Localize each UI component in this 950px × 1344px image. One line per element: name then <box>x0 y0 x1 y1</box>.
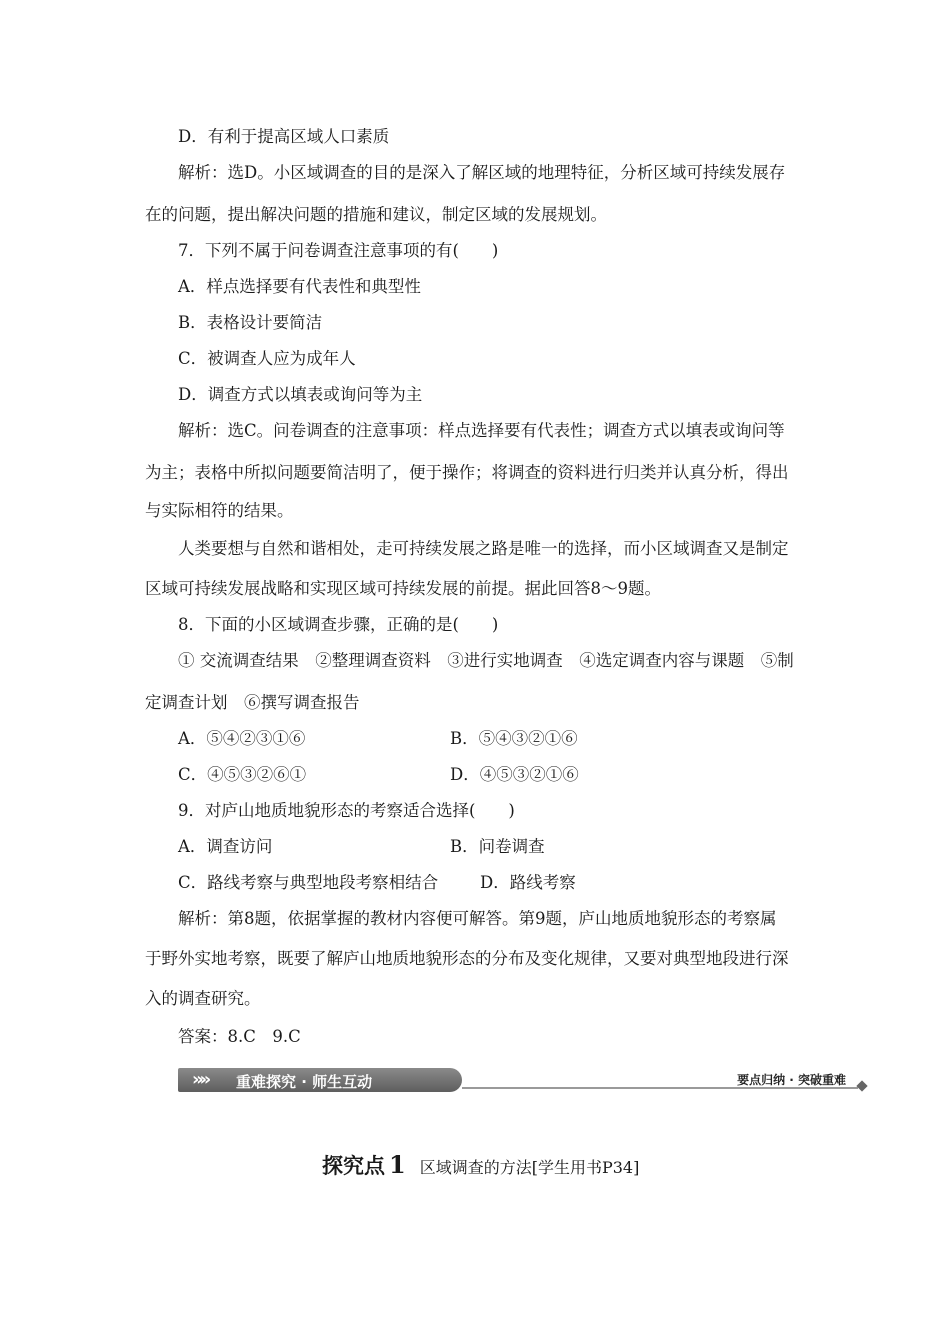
steps-line2: 定调查计划 ⑥撰写调查报告 <box>145 693 360 712</box>
analysis-q6-line1: 解析：选D。小区域调查的目的是深入了解区域的地理特征，分析区域可持续发展存 <box>178 163 786 182</box>
diamond-icon <box>856 1080 867 1091</box>
analysis-q7-line2: 为主；表格中所拟问题要简洁明了，便于操作；将调查的资料进行归类并认真分析，得出 <box>145 463 789 482</box>
heading-subtitle: 区域调查的方法[学生用书P34] <box>419 1158 640 1177</box>
heading-main: 探究点 <box>322 1154 385 1178</box>
analysis-q6-line2: 在的问题，提出解决问题的措施和建议，制定区域的发展规划。 <box>145 205 607 224</box>
analysis-q8-9-line3: 入的调查研究。 <box>145 989 261 1008</box>
option-b-q8: B．⑤④③②①⑥ <box>450 729 578 748</box>
steps-line1: ① 交流调查结果 ②整理调查资料 ③进行实地调查 ④选定调查内容与课题 ⑤制 <box>178 651 794 670</box>
analysis-q8-9-line1: 解析：第8题，依据掌握的教材内容便可解答。第9题，庐山地质地貌形态的考察属 <box>178 909 777 928</box>
heading-number: 1 <box>389 1150 406 1179</box>
option-d-q6: D．有利于提高区域人口素质 <box>178 127 390 146</box>
option-b-q9: B．问卷调查 <box>450 837 545 856</box>
passage-line1: 人类要想与自然和谐相处，走可持续发展之路是唯一的选择，而小区域调查又是制定 <box>178 539 789 558</box>
banner-bar <box>178 1068 462 1092</box>
option-d-q8: D．④⑤③②①⑥ <box>450 765 579 784</box>
option-b-q7: B．表格设计要简洁 <box>178 313 323 332</box>
option-d-q7: D．调查方式以填表或询问等为主 <box>178 385 423 404</box>
analysis-q7-line1: 解析：选C。问卷调查的注意事项：样点选择要有代表性；调查方式以填表或询问等 <box>178 421 785 440</box>
analysis-q7-line3: 与实际相符的结果。 <box>145 501 294 520</box>
option-c-q9: C．路线考察与典型地段考察相结合 <box>178 873 439 892</box>
option-a-q7: A．样点选择要有代表性和典型性 <box>178 277 421 296</box>
analysis-q8-9-line2: 于野外实地考察，既要了解庐山地质地貌形态的分布及变化规律，又要对典型地段进行深 <box>145 949 789 968</box>
question-9: 9．对庐山地质地貌形态的考察适合选择( ) <box>178 801 515 820</box>
banner-right-label: 要点归纳 · 突破重难 <box>737 1073 846 1087</box>
passage-line2: 区域可持续发展战略和实现区域可持续发展的前提。据此回答8～9题。 <box>145 579 661 598</box>
section-banner <box>178 1065 868 1095</box>
question-8: 8．下面的小区域调查步骤，正确的是( ) <box>178 615 499 634</box>
option-c-q7: C．被调查人应为成年人 <box>178 349 356 368</box>
answer-line: 答案：8.C 9.C <box>178 1027 301 1046</box>
option-a-q9: A．调查访问 <box>178 837 273 856</box>
section-heading <box>322 1150 639 1180</box>
double-chevron-icon: »» <box>192 1069 208 1090</box>
option-a-q8: A．⑤④②③①⑥ <box>178 729 306 748</box>
banner-title: 重难探究 · 师生互动 <box>236 1073 373 1091</box>
option-c-q8: C．④⑤③②⑥① <box>178 765 307 784</box>
question-7: 7．下列不属于问卷调查注意事项的有( ) <box>178 241 499 260</box>
option-d-q9: D．路线考察 <box>480 873 576 892</box>
